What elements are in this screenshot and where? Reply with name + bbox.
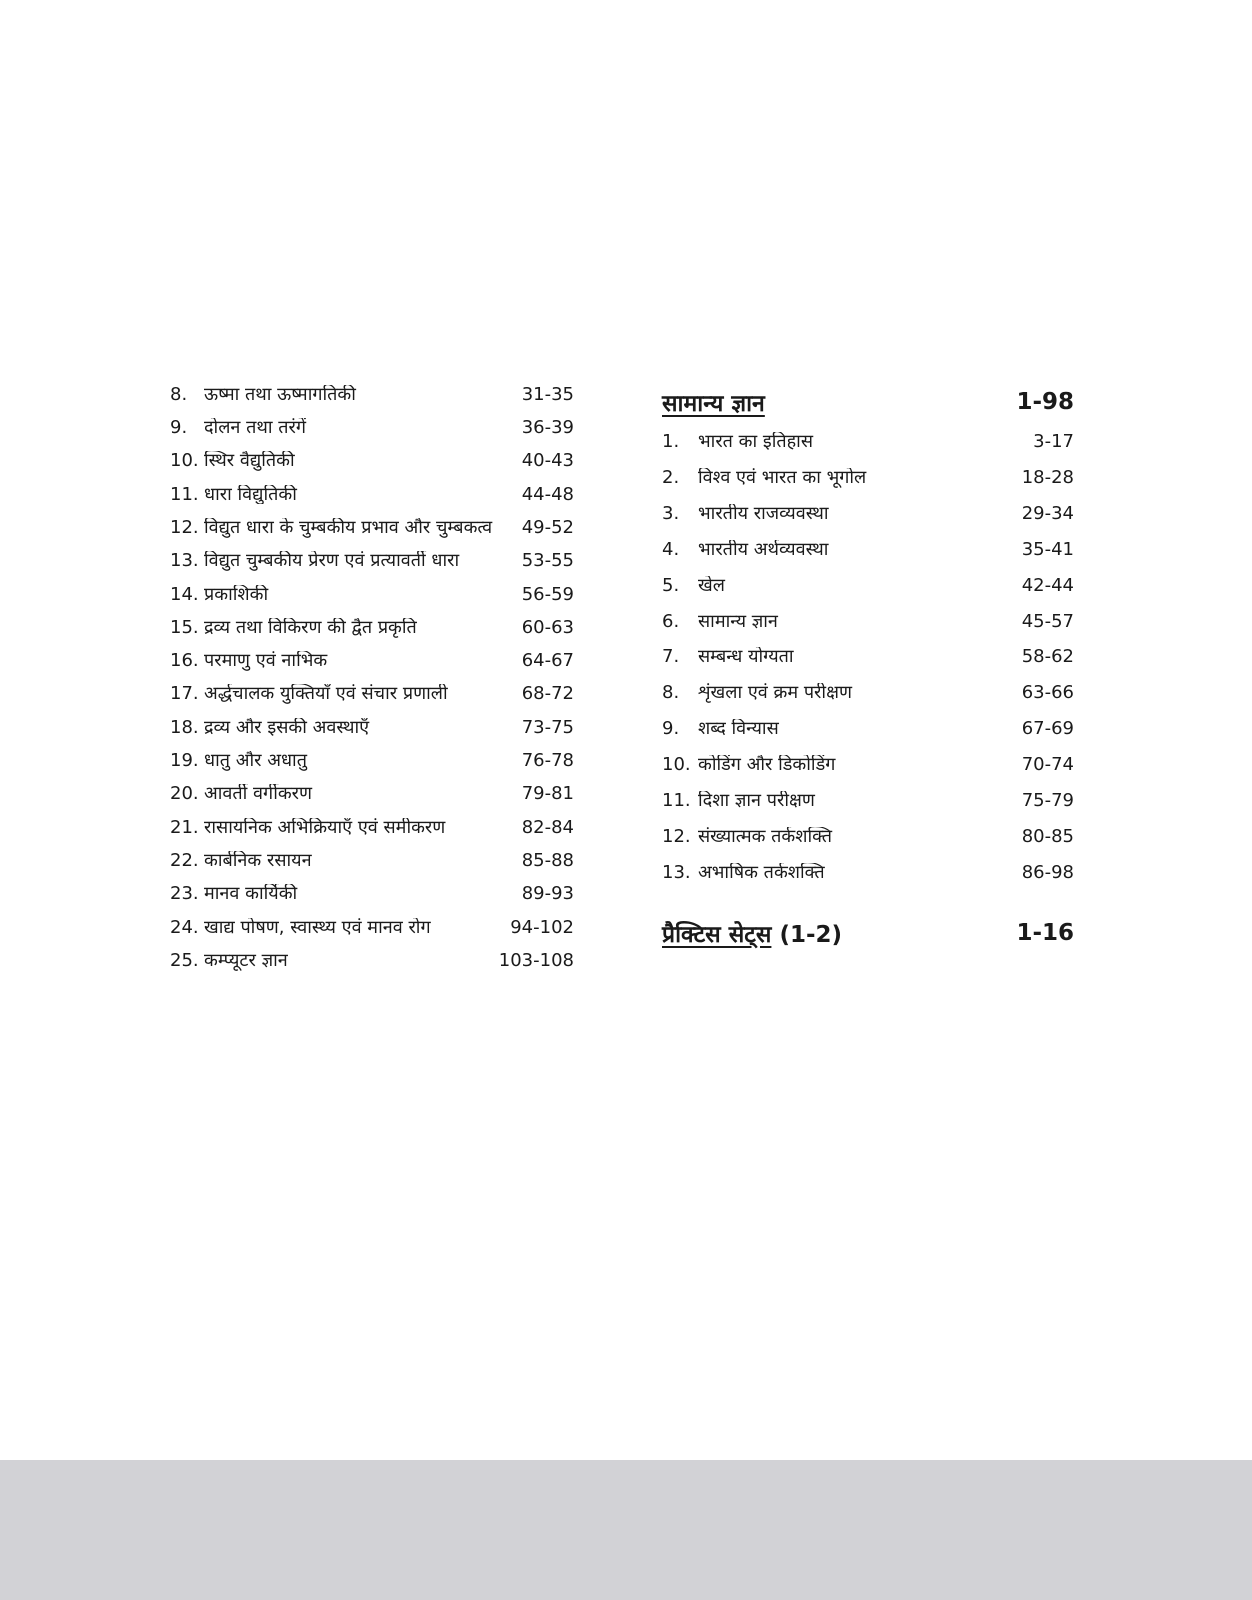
toc-entry <box>662 639 1074 675</box>
toc-entry-number: 16. <box>170 650 199 672</box>
toc-entry-number: 12. <box>170 516 199 538</box>
toc-entry <box>170 378 574 411</box>
toc-entry-title: मानव कार्यिकी <box>204 884 298 904</box>
toc-entry-number: 12. <box>662 825 691 847</box>
practice-section-range: (1-2) <box>779 921 843 948</box>
toc-entry <box>170 811 574 844</box>
toc-entry-number: 11. <box>662 789 691 811</box>
toc-entry-pages: 85-88 <box>521 849 574 871</box>
toc-entry-title: कार्बनिक रसायन <box>204 850 312 871</box>
toc-entry-pages: 82-84 <box>521 816 574 838</box>
toc-entry-title: भारत का इतिहास <box>698 432 814 452</box>
toc-entry-pages: 68-72 <box>521 683 574 705</box>
toc-entry-title: दिशा ज्ञान परीक्षण <box>698 790 815 811</box>
toc-entry-title: संख्यात्मक तर्कशक्ति <box>698 826 833 847</box>
toc-entry-title: रासायनिक अभिक्रियाएँ एवं समीकरण <box>204 817 446 838</box>
toc-entry-number: 15. <box>170 616 199 638</box>
gk-section-list <box>662 424 1074 891</box>
toc-entry <box>662 711 1074 747</box>
toc-entry-title: दोलन तथा तरंगें <box>204 418 307 438</box>
toc-entry-pages: 29-34 <box>1021 502 1074 524</box>
toc-entry-number: 19. <box>170 750 199 772</box>
toc-entry-number: 8. <box>662 682 680 704</box>
toc-entry <box>170 944 574 977</box>
toc-entry-pages: 18-28 <box>1021 466 1074 488</box>
toc-entry-pages: 44-48 <box>521 483 574 505</box>
toc-entry-title: विद्युत चुम्बकीय प्रेरण एवं प्रत्यावर्ती धारा <box>204 551 460 572</box>
toc-entry-pages: 49-52 <box>521 516 574 538</box>
toc-entry <box>662 675 1074 711</box>
toc-entry-title: ऊष्मा तथा ऊष्मागतिकी <box>204 384 356 405</box>
gk-section-title: सामान्य ज्ञान <box>662 391 765 417</box>
toc-entry-number: 13. <box>662 861 691 883</box>
toc-entry-title: प्रकाशिकी <box>204 584 269 605</box>
toc-entry <box>170 411 574 444</box>
toc-entry-title: परमाणु एवं नाभिक <box>204 651 328 671</box>
toc-entry-title: सम्बन्ध योग्यता <box>698 647 794 668</box>
toc-entry-pages: 56-59 <box>521 583 574 605</box>
toc-entry <box>170 711 574 744</box>
toc-entry-pages: 79-81 <box>521 783 574 805</box>
footer-band <box>0 1460 1252 1600</box>
toc-entry <box>662 460 1074 496</box>
toc-entry-number: 21. <box>170 816 199 838</box>
toc-entry <box>170 778 574 811</box>
toc-entry-number: 24. <box>170 916 199 938</box>
toc-entry <box>662 568 1074 604</box>
toc-entry-title: कोडिंग और डिकोडिंग <box>698 755 836 775</box>
toc-entry <box>662 532 1074 568</box>
toc-entry <box>662 747 1074 783</box>
toc-entry <box>662 424 1074 460</box>
toc-entry-number: 3. <box>662 502 680 524</box>
gk-section-pages: 1-98 <box>1016 389 1074 415</box>
toc-entry <box>170 445 574 478</box>
toc-entry-pages: 53-55 <box>521 550 574 572</box>
toc-entry-number: 1. <box>662 431 680 453</box>
toc-entry-pages: 75-79 <box>1021 789 1074 811</box>
toc-entry-pages: 80-85 <box>1021 825 1074 847</box>
toc-entry-title: विश्व एवं भारत का भूगोल <box>698 467 867 488</box>
toc-entry-title: आवर्ती वर्गीकरण <box>204 784 313 805</box>
toc-entry <box>170 611 574 644</box>
toc-entry <box>170 844 574 877</box>
toc-entry-title: द्रव्य तथा विकिरण की द्वैत प्रकृति <box>204 617 417 638</box>
toc-entry <box>170 644 574 677</box>
toc-entry-number: 20. <box>170 783 199 805</box>
toc-entry-pages: 89-93 <box>521 883 574 905</box>
toc-entry-pages: 35-41 <box>1021 538 1074 560</box>
toc-right-column <box>662 380 1074 955</box>
toc-entry-number: 2. <box>662 466 680 488</box>
toc-entry-title: भारतीय अर्थव्यवस्था <box>698 539 829 560</box>
toc-entry <box>170 744 574 777</box>
practice-section-pages: 1-16 <box>1016 919 1074 946</box>
toc-entry-pages: 60-63 <box>521 616 574 638</box>
practice-section-title: प्रैक्टिस सेट्स <box>662 921 772 948</box>
toc-entry-title: द्रव्य और इसकी अवस्थाएँ <box>204 717 370 738</box>
toc-entry-number: 8. <box>170 383 188 405</box>
toc-entry-number: 9. <box>170 417 188 439</box>
practice-section-label <box>662 917 842 949</box>
toc-entry-pages: 73-75 <box>521 716 574 738</box>
toc-entry-pages: 40-43 <box>521 450 574 472</box>
toc-entry-pages: 76-78 <box>521 750 574 772</box>
toc-entry-title: खेल <box>698 575 725 596</box>
toc-entry <box>170 544 574 577</box>
toc-entry-title: धातु और अधातु <box>204 751 307 771</box>
toc-entry-title: शृंखला एवं क्रम परीक्षण <box>698 683 853 704</box>
toc-entry-number: 11. <box>170 483 199 505</box>
toc-entry-pages: 103-108 <box>498 949 574 971</box>
toc-entry <box>170 911 574 944</box>
toc-entry-number: 5. <box>662 574 680 596</box>
toc-entry <box>170 877 574 910</box>
toc-entry-pages: 58-62 <box>1021 646 1074 668</box>
toc-entry-pages: 36-39 <box>521 417 574 439</box>
toc-entry-number: 6. <box>662 610 680 632</box>
toc-entry-pages: 86-98 <box>1021 861 1074 883</box>
toc-entry <box>662 783 1074 819</box>
toc-entry-title: खाद्य पोषण, स्वास्थ्य एवं मानव रोग <box>204 917 431 938</box>
toc-entry-title: अभाषिक तर्कशक्ति <box>698 862 825 883</box>
toc-entry <box>170 478 574 511</box>
toc-entry <box>170 578 574 611</box>
toc-entry-number: 13. <box>170 550 199 572</box>
toc-entry-number: 25. <box>170 949 199 971</box>
toc-entry-pages: 45-57 <box>1021 610 1074 632</box>
toc-entry-number: 10. <box>662 754 691 776</box>
toc-entry-title: शब्द विन्यास <box>698 719 779 739</box>
toc-left-column <box>170 378 574 977</box>
toc-entry-pages: 70-74 <box>1021 754 1074 776</box>
practice-section-heading <box>662 911 1074 955</box>
toc-entry-pages: 63-66 <box>1021 682 1074 704</box>
toc-entry-pages: 94-102 <box>510 916 574 938</box>
toc-entry-number: 18. <box>170 716 199 738</box>
toc-entry-pages: 3-17 <box>1033 431 1074 453</box>
toc-entry-title: सामान्य ज्ञान <box>698 611 778 632</box>
toc-entry <box>662 603 1074 639</box>
toc-entry <box>662 819 1074 855</box>
toc-entry-title: स्थिर वैद्युतिकी <box>204 451 295 472</box>
toc-entry-title: भारतीय राजव्यवस्था <box>698 503 829 524</box>
toc-entry <box>170 678 574 711</box>
toc-entry-title: विद्युत धारा के चुम्बकीय प्रभाव और चुम्बकत्व <box>204 517 493 538</box>
gk-section-heading <box>662 380 1074 424</box>
section-gap <box>662 891 1074 911</box>
toc-entry-number: 7. <box>662 646 680 668</box>
toc-entry-pages: 67-69 <box>1021 718 1074 740</box>
toc-entry-pages: 42-44 <box>1021 574 1074 596</box>
toc-entry-number: 14. <box>170 583 199 605</box>
toc-entry-title: धारा विद्युतिकी <box>204 484 297 505</box>
toc-entry-number: 22. <box>170 849 199 871</box>
toc-entry-title: अर्द्धचालक युक्तियाँ एवं संचार प्रणाली <box>204 684 448 705</box>
toc-entry-pages: 64-67 <box>521 650 574 672</box>
toc-entry-title: कम्प्यूटर ज्ञान <box>204 950 288 971</box>
toc-entry <box>170 511 574 544</box>
toc-entry <box>662 496 1074 532</box>
toc-entry-number: 10. <box>170 450 199 472</box>
toc-entry <box>662 855 1074 891</box>
toc-entry-number: 17. <box>170 683 199 705</box>
toc-entry-pages: 31-35 <box>521 383 574 405</box>
toc-entry-number: 4. <box>662 538 680 560</box>
toc-entry-number: 23. <box>170 883 199 905</box>
toc-entry-number: 9. <box>662 718 680 740</box>
